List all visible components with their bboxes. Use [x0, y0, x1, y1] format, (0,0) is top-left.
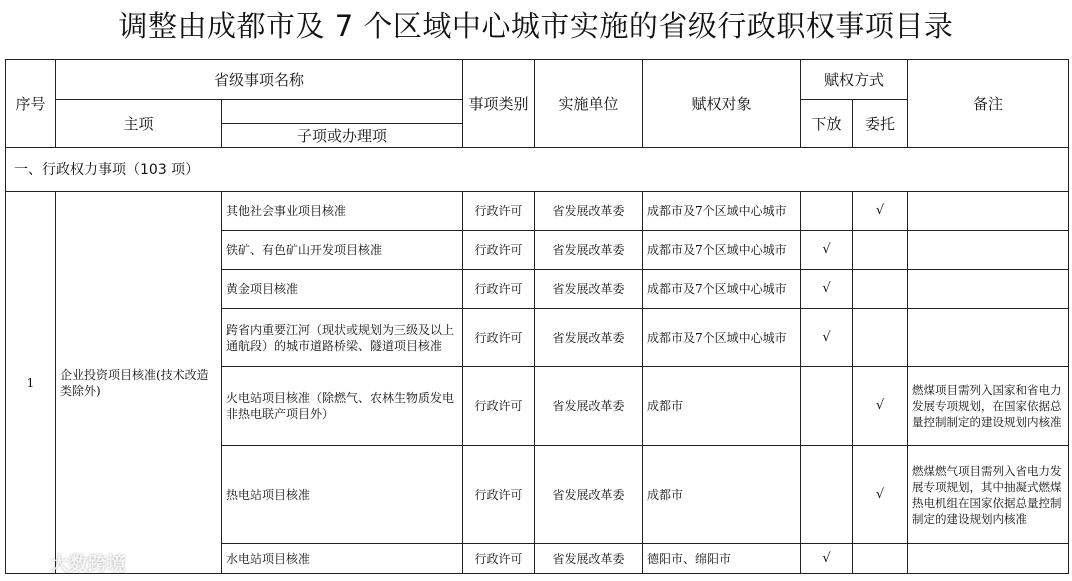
document-title: 调整由成都市及 7 个区域中心城市实施的省级行政职权事项目录 [118, 9, 954, 43]
entrust-mark [853, 309, 908, 367]
unit: 省发展改革委 [535, 231, 643, 270]
entrust-mark [853, 270, 908, 309]
delegate-mark: √ [801, 270, 853, 309]
category: 行政许可 [463, 231, 535, 270]
remark [908, 309, 1069, 367]
target: 成都市及7个区域中心城市 [643, 309, 801, 367]
sub-item: 热电站项目核准 [222, 446, 463, 544]
unit: 省发展改革委 [535, 270, 643, 309]
remark [908, 231, 1069, 270]
header-category: 事项类别 [463, 60, 535, 148]
target: 成都市及7个区域中心城市 [643, 231, 801, 270]
watermark [6, 549, 126, 575]
sub-item: 火电站项目核准（除燃气、农林生物质发电非热电联产项目外） [222, 367, 463, 446]
entrust-mark: √ [853, 446, 908, 544]
header-remark: 备注 [908, 60, 1069, 148]
catalog-table [5, 59, 1069, 574]
delegate-mark: √ [801, 309, 853, 367]
category: 行政许可 [463, 270, 535, 309]
watermark-logo-icon [6, 551, 46, 573]
table-row [6, 192, 1069, 231]
sub-item: 跨省内重要江河（现状或规划为三级及以上通航段）的城市道路桥梁、隧道项目核准 [222, 309, 463, 367]
category: 行政许可 [463, 446, 535, 544]
sub-item: 黄金项目核准 [222, 270, 463, 309]
header-delegate: 下放 [801, 100, 853, 148]
unit: 省发展改革委 [535, 446, 643, 544]
header-main-item: 主项 [56, 100, 222, 148]
header-item-name: 省级事项名称 [56, 60, 463, 100]
unit: 省发展改革委 [535, 544, 643, 574]
sub-item: 其他社会事业项目核准 [222, 192, 463, 231]
category: 行政许可 [463, 544, 535, 574]
unit: 省发展改革委 [535, 367, 643, 446]
target: 德阳市、绵阳市 [643, 544, 801, 574]
unit: 省发展改革委 [535, 309, 643, 367]
unit: 省发展改革委 [535, 192, 643, 231]
target: 成都市及7个区域中心城市 [643, 270, 801, 309]
entrust-mark: √ [853, 367, 908, 446]
header-sub-item: 子项或办理项 [222, 124, 463, 148]
category: 行政许可 [463, 367, 535, 446]
target: 成都市及7个区域中心城市 [643, 192, 801, 231]
group-main-item: 企业投资项目核准(技术改造类除外) [56, 192, 222, 574]
delegate-mark: √ [801, 544, 853, 574]
delegate-mark [801, 192, 853, 231]
target: 成都市 [643, 367, 801, 446]
header-seq: 序号 [6, 60, 56, 148]
sub-item: 铁矿、有色矿山开发项目核准 [222, 231, 463, 270]
header-method: 赋权方式 [801, 60, 908, 100]
watermark-text: 大数跨境 [50, 552, 127, 575]
entrust-mark [853, 231, 908, 270]
sub-item: 水电站项目核准 [222, 544, 463, 574]
header-unit: 实施单位 [535, 60, 643, 148]
section-heading: 一、行政权力事项（103 项） [6, 148, 1069, 192]
remark [908, 544, 1069, 574]
entrust-mark: √ [853, 192, 908, 231]
header-target: 赋权对象 [643, 60, 801, 148]
target: 成都市 [643, 446, 801, 544]
delegate-mark [801, 446, 853, 544]
remark: 燃煤燃气项目需列入省电力发展专项规划，其中抽凝式燃煤热电机组在国家依据总量控制制定的建设规划内核准 [908, 446, 1069, 544]
delegate-mark: √ [801, 231, 853, 270]
remark [908, 270, 1069, 309]
group-seq: 1 [6, 192, 56, 574]
remark [908, 192, 1069, 231]
entrust-mark [853, 544, 908, 574]
category: 行政许可 [463, 309, 535, 367]
remark: 燃煤项目需列入国家和省电力发展专项规划，在国家依据总量控制制定的建设规划内核准 [908, 367, 1069, 446]
header-entrust: 委托 [853, 100, 908, 148]
delegate-mark [801, 367, 853, 446]
category: 行政许可 [463, 192, 535, 231]
header-sub-spacer [222, 100, 463, 124]
